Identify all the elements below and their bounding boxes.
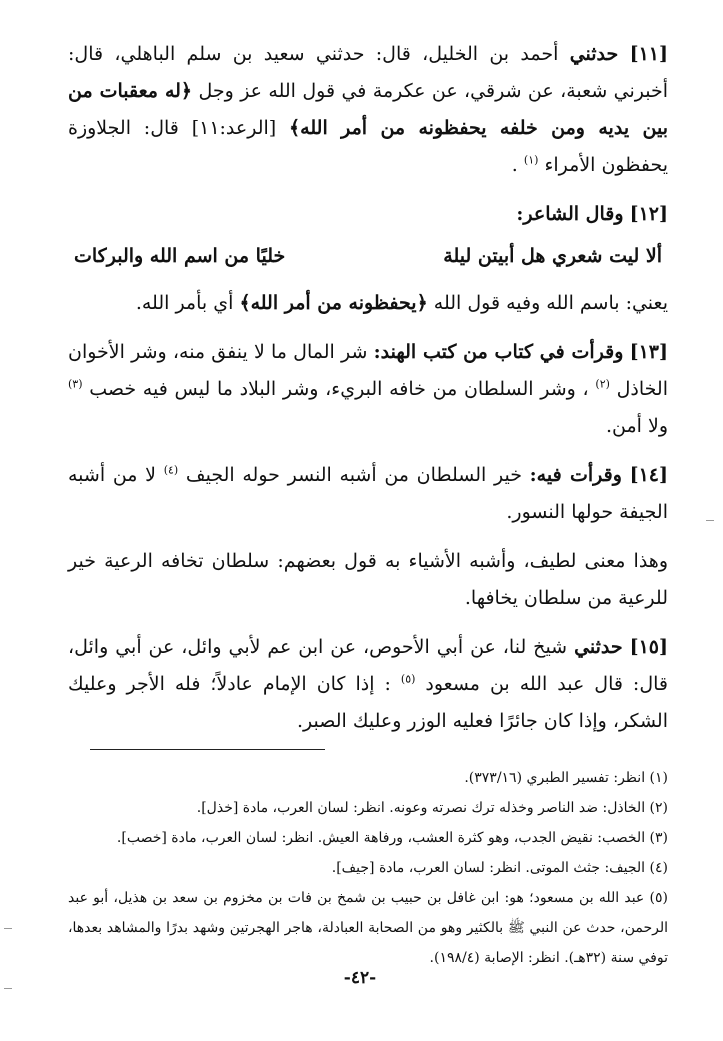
- paragraph-text: يعني: باسم الله وفيه قول الله: [427, 292, 668, 314]
- footnote-3: (٣) الخصب: نقيض الجدب، وهو كثرة العشب، ورفاهة العيش. انظر: لسان العرب، مادة [خصب].: [116, 830, 668, 846]
- footnote-ref[interactable]: (٣): [68, 377, 83, 391]
- paragraph-number: [١١]: [629, 43, 668, 65]
- footnotes: [68, 763, 668, 973]
- quran-quote: ﴿يحفظونه من أمر الله﴾: [239, 292, 428, 314]
- paragraph-text: : إذا كان الإمام عادلاً؛ فله الأجر وعليك الشكر، وإذا كان جائرًا فعليه الوزر وعليك الصبر.: [68, 673, 668, 732]
- verse-second-hemistich: خليًا من اسم الله والبركات: [74, 245, 286, 267]
- paragraph-14: [68, 457, 668, 531]
- footnote-ref[interactable]: (٥): [400, 672, 416, 686]
- verse-first-hemistich: ألا ليت شعري هل أبيتن ليلة: [443, 245, 662, 267]
- paragraph-text: [الرعد:١١] قال: الجلاوزة يحفظون الأمراء: [68, 117, 668, 176]
- paragraph-commentary: [68, 543, 668, 617]
- paragraph-12: [68, 196, 668, 233]
- paragraph-lead: وقرأت في كتاب من كتب الهند:: [373, 341, 624, 363]
- paragraph-text: .: [511, 154, 518, 176]
- footnote-ref[interactable]: (١): [523, 153, 539, 167]
- paragraph-lead: وقرأت فيه:: [529, 464, 622, 486]
- poem-verse: [74, 239, 662, 273]
- paragraph-lead: حدثني: [569, 43, 619, 65]
- footnote-2: (٢) الخاذل: ضد الناصر وخذله ترك نصرته وعونه. انظر: لسان العرب، مادة [خذل].: [196, 800, 668, 816]
- paragraph-text: شر المال ما لا ينفق منه، وشر الأخوان الخاذل: [68, 341, 668, 400]
- paragraph-number: [١٢]: [629, 203, 668, 225]
- paragraph-text: خير السلطان من أشبه النسر حوله الجيف: [185, 464, 522, 486]
- paragraph-lead: حدثني: [574, 636, 623, 658]
- paragraph-text: أحمد بن الخليل، قال: حدثني سعيد بن سلم الباهلي، قال: أخبرني شعبة، عن شرقي، عن عكرمة في قول الله عز وجل: [68, 43, 669, 102]
- paragraph-text: لا من أشبه الجيفة حولها النسور.: [68, 464, 668, 523]
- footnote-5: (٥) عبد الله بن مسعود؛ هو: ابن غافل بن حبيب بن شمخ بن فات بن مخزوم بن سعد بن هذيل، أبو عبد الرحمن، حدث عن النبي ﷺ بالكثير وهو من الصحابة العبادلة، هاجر الهجرتين وشهد بدرًا والمشاهد بعدها، توفي سنة (٣٢هـ). انظر: الإصابة (١٩٨/٤).: [68, 890, 668, 966]
- paragraph-text: ، وشر السلطان من خافه البريء، وشر البلاد ما ليس فيه خصب: [89, 378, 589, 400]
- paragraph-number: [١٤]: [629, 464, 668, 486]
- paragraph-text: شيخ لنا، عن أبي الأحوص، عن ابن عم لأبي وائل، عن أبي وائل، قال: قال عبد الله بن مسعود: [68, 636, 669, 695]
- paragraph-text: أي بأمر الله.: [135, 292, 234, 314]
- paragraph-12-explanation: [68, 285, 668, 322]
- footnote-ref[interactable]: (٤): [163, 463, 179, 477]
- margin-mark: [706, 520, 714, 521]
- page-number: -٤٢-: [343, 968, 377, 988]
- paragraph-text: وهذا معنى لطيف، وأشبه الأشياء به قول بعضهم: سلطان تخافه الرعية خير للرعية من سلطان يخافها.: [68, 550, 668, 609]
- paragraph-15: [68, 629, 668, 740]
- footnote-4: (٤) الجيف: جثث الموتى. انظر: لسان العرب، مادة [جيف].: [331, 860, 668, 876]
- margin-mark: [4, 988, 12, 989]
- paragraph-number: [١٥]: [629, 636, 669, 658]
- margin-mark: [4, 928, 12, 929]
- main-text: [68, 36, 668, 752]
- paragraph-text: ولا أمن.: [605, 415, 668, 437]
- footnote-ref[interactable]: (٢): [595, 377, 610, 391]
- paragraph-13: [68, 334, 668, 445]
- paragraph-lead: وقال الشاعر:: [516, 203, 624, 225]
- quran-quote: ﴿له معقبات من بين يديه ومن خلفه يحفظونه من أمر الله﴾: [68, 80, 668, 139]
- paragraph-11: [68, 36, 668, 184]
- footnote-divider: [90, 749, 325, 750]
- paragraph-number: [١٣]: [629, 341, 669, 363]
- footnote-1: (١) انظر: تفسير الطبري (٣٧٣/١٦).: [464, 770, 668, 786]
